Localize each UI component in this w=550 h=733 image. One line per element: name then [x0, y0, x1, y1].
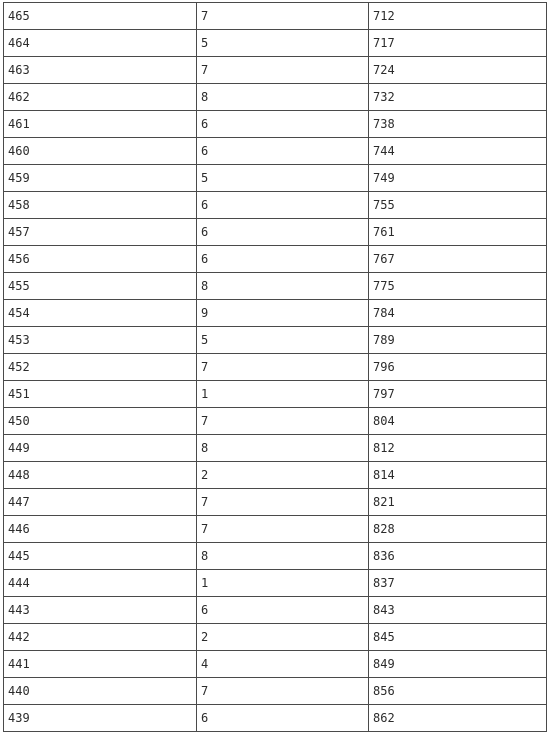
score-cell: 443 — [4, 597, 197, 624]
count-cell: 5 — [197, 30, 369, 57]
score-cell: 455 — [4, 273, 197, 300]
count-cell: 8 — [197, 543, 369, 570]
table-row — [4, 219, 547, 246]
cumulative-cell: 845 — [369, 624, 547, 651]
score-cell: 459 — [4, 165, 197, 192]
cumulative-cell: 755 — [369, 192, 547, 219]
score-cell: 445 — [4, 543, 197, 570]
cumulative-cell: 789 — [369, 327, 547, 354]
cumulative-cell: 732 — [369, 84, 547, 111]
cumulative-cell: 717 — [369, 30, 547, 57]
table-row — [4, 678, 547, 705]
table-row — [4, 57, 547, 84]
cumulative-cell: 749 — [369, 165, 547, 192]
score-cell: 441 — [4, 651, 197, 678]
score-cell: 451 — [4, 381, 197, 408]
count-cell: 5 — [197, 327, 369, 354]
table-row — [4, 651, 547, 678]
score-cell: 457 — [4, 219, 197, 246]
cumulative-cell: 767 — [369, 246, 547, 273]
cumulative-cell: 849 — [369, 651, 547, 678]
count-cell: 7 — [197, 354, 369, 381]
cumulative-cell: 784 — [369, 300, 547, 327]
cumulative-cell: 724 — [369, 57, 547, 84]
cumulative-cell: 804 — [369, 408, 547, 435]
count-cell: 4 — [197, 651, 369, 678]
score-cell: 462 — [4, 84, 197, 111]
count-cell: 6 — [197, 246, 369, 273]
table-row — [4, 354, 547, 381]
score-cell: 446 — [4, 516, 197, 543]
score-cell: 453 — [4, 327, 197, 354]
cumulative-cell: 814 — [369, 462, 547, 489]
score-cell: 448 — [4, 462, 197, 489]
cumulative-cell: 856 — [369, 678, 547, 705]
table-row — [4, 489, 547, 516]
table-row — [4, 381, 547, 408]
count-cell: 8 — [197, 84, 369, 111]
score-cell: 439 — [4, 705, 197, 732]
count-cell: 2 — [197, 624, 369, 651]
count-cell: 6 — [197, 705, 369, 732]
score-cell: 461 — [4, 111, 197, 138]
table-row — [4, 246, 547, 273]
count-cell: 8 — [197, 273, 369, 300]
table-row — [4, 300, 547, 327]
score-cell: 442 — [4, 624, 197, 651]
count-cell: 2 — [197, 462, 369, 489]
table-row — [4, 705, 547, 732]
count-cell: 8 — [197, 435, 369, 462]
table-row — [4, 516, 547, 543]
score-cell: 454 — [4, 300, 197, 327]
count-cell: 7 — [197, 3, 369, 30]
count-cell: 6 — [197, 219, 369, 246]
table-row — [4, 327, 547, 354]
count-cell: 7 — [197, 516, 369, 543]
score-cell: 444 — [4, 570, 197, 597]
score-cell: 440 — [4, 678, 197, 705]
table-row — [4, 408, 547, 435]
score-cell: 464 — [4, 30, 197, 57]
table-row — [4, 435, 547, 462]
score-table — [3, 2, 547, 732]
table-row — [4, 84, 547, 111]
count-cell: 5 — [197, 165, 369, 192]
count-cell: 6 — [197, 192, 369, 219]
cumulative-cell: 836 — [369, 543, 547, 570]
table-row — [4, 462, 547, 489]
table-row — [4, 138, 547, 165]
table-body — [4, 3, 547, 732]
table-row — [4, 273, 547, 300]
cumulative-cell: 712 — [369, 3, 547, 30]
count-cell: 6 — [197, 111, 369, 138]
cumulative-cell: 828 — [369, 516, 547, 543]
table-row — [4, 597, 547, 624]
score-cell: 465 — [4, 3, 197, 30]
count-cell: 7 — [197, 489, 369, 516]
cumulative-cell: 821 — [369, 489, 547, 516]
cumulative-cell: 862 — [369, 705, 547, 732]
table-row — [4, 624, 547, 651]
table-row — [4, 111, 547, 138]
table-row — [4, 3, 547, 30]
score-cell: 449 — [4, 435, 197, 462]
score-table-container — [3, 2, 546, 732]
count-cell: 7 — [197, 57, 369, 84]
count-cell: 9 — [197, 300, 369, 327]
cumulative-cell: 797 — [369, 381, 547, 408]
cumulative-cell: 812 — [369, 435, 547, 462]
table-row — [4, 30, 547, 57]
cumulative-cell: 744 — [369, 138, 547, 165]
score-cell: 463 — [4, 57, 197, 84]
score-cell: 452 — [4, 354, 197, 381]
cumulative-cell: 775 — [369, 273, 547, 300]
count-cell: 7 — [197, 678, 369, 705]
cumulative-cell: 843 — [369, 597, 547, 624]
count-cell: 6 — [197, 138, 369, 165]
cumulative-cell: 837 — [369, 570, 547, 597]
score-cell: 460 — [4, 138, 197, 165]
score-cell: 458 — [4, 192, 197, 219]
table-row — [4, 543, 547, 570]
cumulative-cell: 796 — [369, 354, 547, 381]
score-cell: 450 — [4, 408, 197, 435]
cumulative-cell: 738 — [369, 111, 547, 138]
count-cell: 7 — [197, 408, 369, 435]
count-cell: 6 — [197, 597, 369, 624]
count-cell: 1 — [197, 381, 369, 408]
table-row — [4, 165, 547, 192]
table-row — [4, 570, 547, 597]
table-row — [4, 192, 547, 219]
score-cell: 447 — [4, 489, 197, 516]
cumulative-cell: 761 — [369, 219, 547, 246]
score-cell: 456 — [4, 246, 197, 273]
count-cell: 1 — [197, 570, 369, 597]
